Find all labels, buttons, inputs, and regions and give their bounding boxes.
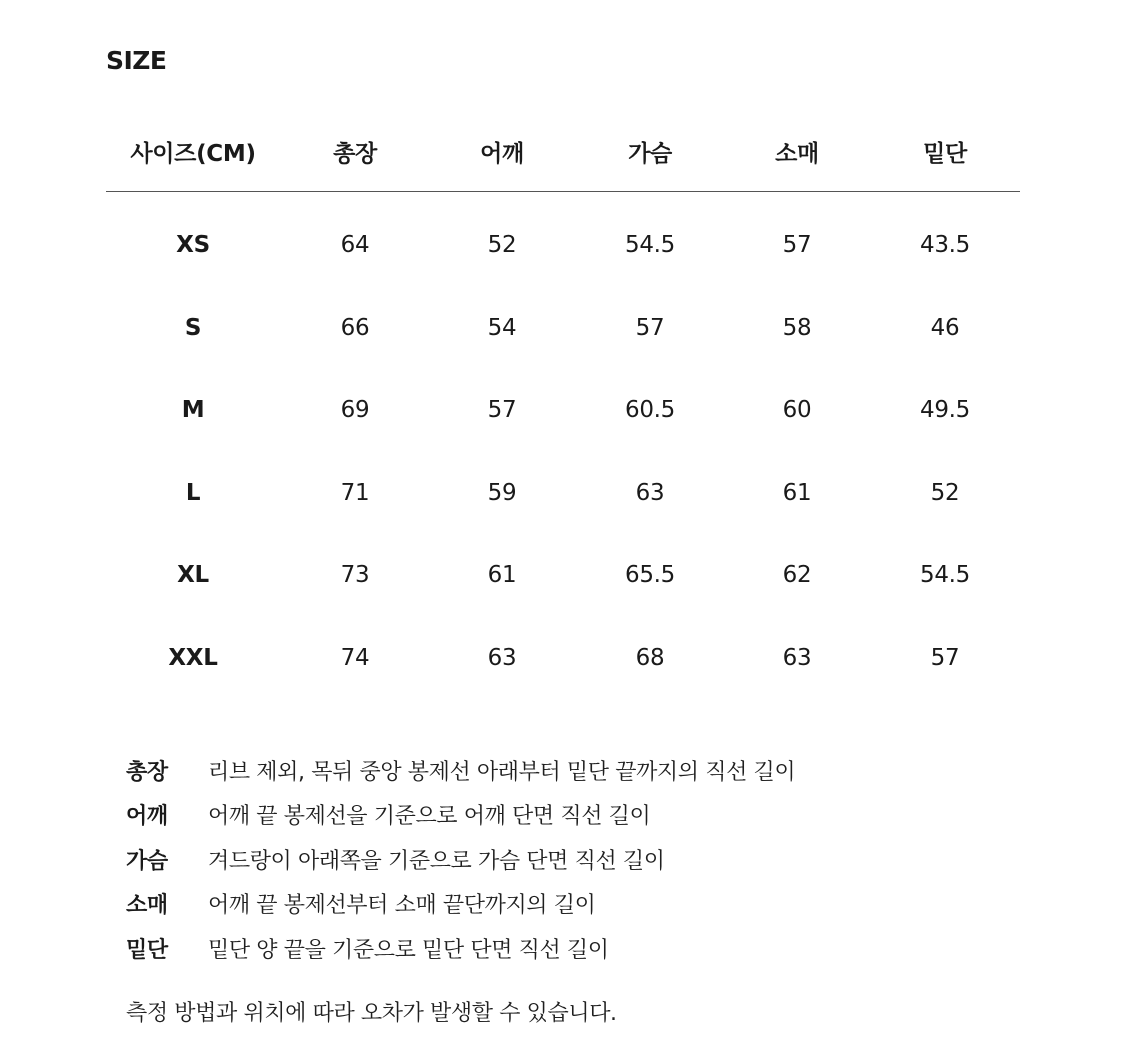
sleeve-value: 63: [782, 644, 812, 671]
chest-value: 54.5: [624, 232, 675, 258]
definition-item: [126, 837, 795, 882]
sleeve-value: 61: [782, 479, 812, 506]
size-table: [106, 130, 1020, 700]
table-row: [106, 534, 1020, 617]
sleeve-value: 57: [782, 232, 812, 258]
definition-item: [126, 926, 795, 971]
sleeve-value: 62: [782, 562, 812, 589]
shoulder-value: 63: [487, 644, 517, 671]
definition-item: [126, 793, 795, 838]
chest-value: 63: [635, 479, 665, 506]
header-total-length: 총장: [333, 141, 377, 167]
definition-text: 어깨 끝 봉제선부터 소매 끝단까지의 길이: [208, 893, 596, 919]
header-chest: 가슴: [628, 141, 672, 167]
total-length-value: 69: [340, 397, 370, 424]
hem-value: 49.5: [919, 397, 970, 424]
shoulder-value: 59: [487, 479, 517, 506]
size-label: XXL: [168, 644, 218, 671]
definition-text: 밑단 양 끝을 기준으로 밑단 단면 직선 길이: [208, 937, 609, 963]
total-length-value: 73: [340, 562, 370, 589]
chest-value: 57: [635, 314, 665, 341]
table-body: [106, 192, 1020, 700]
size-label: XS: [176, 232, 210, 258]
table-row: [106, 369, 1020, 452]
size-label: S: [184, 314, 202, 341]
total-length-value: 71: [340, 479, 370, 506]
definition-term: 밑단: [126, 937, 168, 963]
shoulder-value: 57: [487, 397, 517, 424]
definition-item: [126, 748, 795, 793]
size-chart-title: SIZE: [106, 46, 167, 75]
chest-value: 68: [635, 644, 665, 671]
hem-value: 52: [930, 479, 960, 506]
shoulder-value: 52: [487, 232, 517, 258]
size-label: XL: [177, 562, 209, 589]
hem-value: 43.5: [919, 232, 970, 258]
sleeve-value: 60: [782, 397, 812, 424]
table-row: [106, 287, 1020, 370]
definition-text: 겨드랑이 아래쪽을 기준으로 가슴 단면 직선 길이: [208, 848, 665, 874]
hem-value: 46: [930, 314, 960, 341]
hem-value: 54.5: [919, 562, 970, 589]
header-sleeve: 소매: [775, 141, 819, 167]
total-length-value: 74: [340, 644, 370, 671]
header-shoulder: 어깨: [480, 141, 524, 167]
total-length-value: 64: [340, 232, 370, 258]
definition-text: 어깨 끝 봉제선을 기준으로 어깨 단면 직선 길이: [208, 804, 651, 830]
definition-term: 총장: [126, 759, 168, 785]
header-hem: 밑단: [923, 141, 967, 167]
table-row: [106, 617, 1020, 700]
measurement-disclaimer: 측정 방법과 위치에 따라 오차가 발생할 수 있습니다.: [126, 1001, 617, 1026]
table-header-row: [106, 130, 1020, 192]
definition-term: 가슴: [126, 848, 168, 874]
header-size-cm: 사이즈(CM): [130, 141, 256, 167]
hem-value: 57: [930, 644, 960, 671]
definition-term: 소매: [126, 893, 168, 919]
sleeve-value: 58: [782, 314, 812, 341]
size-label: L: [185, 479, 201, 506]
definition-term: 어깨: [126, 804, 168, 830]
shoulder-value: 61: [487, 562, 517, 589]
total-length-value: 66: [340, 314, 370, 341]
shoulder-value: 54: [487, 314, 517, 341]
table-row: [106, 204, 1020, 287]
size-label: M: [181, 397, 205, 424]
definition-item: [126, 882, 795, 927]
definition-text: 리브 제외, 목뒤 중앙 봉제선 아래부터 밑단 끝까지의 직선 길이: [208, 759, 796, 785]
chest-value: 65.5: [624, 562, 675, 589]
table-row: [106, 452, 1020, 535]
chest-value: 60.5: [624, 397, 675, 424]
measurement-definitions: [126, 748, 795, 971]
